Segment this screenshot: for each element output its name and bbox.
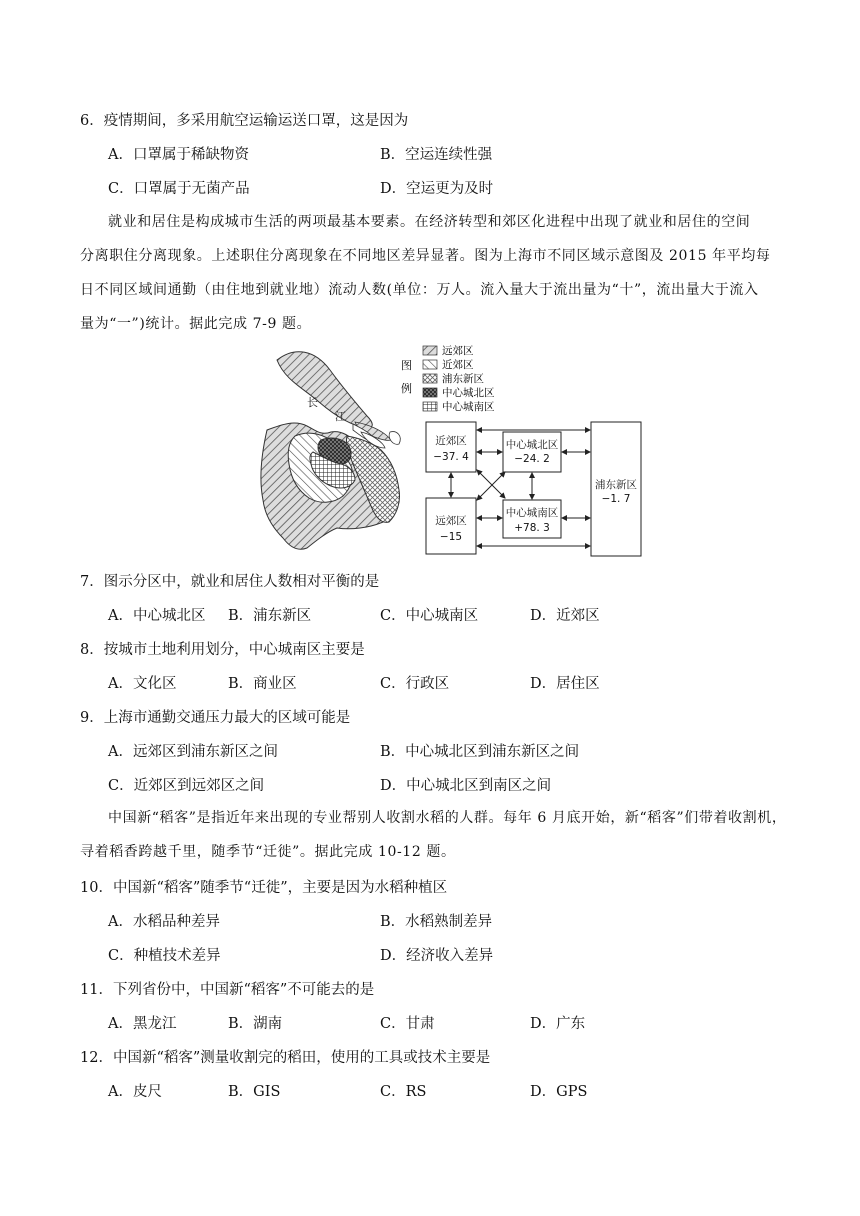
passage-commute bbox=[80, 205, 780, 341]
q7-option-b: B．浦东新区 bbox=[228, 608, 312, 624]
q12-option-b: B．GIS bbox=[228, 1084, 281, 1100]
legend-label: 中心城南区 bbox=[442, 401, 495, 413]
box-south-value: +78. 3 bbox=[514, 522, 550, 534]
shanghai-commute-figure bbox=[255, 340, 645, 562]
legend-swatch-outer bbox=[423, 346, 437, 355]
box-outer-name: 远郊区 bbox=[435, 515, 467, 527]
q6-option-a: A．口罩属于稀缺物资 bbox=[108, 147, 249, 163]
box-near-name: 近郊区 bbox=[435, 435, 467, 447]
q7-option-c: C．中心城南区 bbox=[380, 608, 479, 624]
passage-line: 分离职住分离现象。上述职住分离现象在不同地区差异显著。图为上海市不同区域示意图及 2015 年平均每 bbox=[80, 248, 771, 264]
q11-option-d: D．广东 bbox=[530, 1016, 586, 1032]
box-outer-value: −15 bbox=[439, 531, 463, 543]
legend-swatch-near bbox=[423, 360, 437, 369]
flow-arrow bbox=[477, 472, 505, 500]
chongming-island bbox=[277, 352, 372, 428]
box-near-suburbs bbox=[426, 422, 476, 472]
legend-title-1: 图 bbox=[401, 359, 412, 372]
q9-option-b: B．中心城北区到浦东新区之间 bbox=[380, 744, 580, 760]
river-label-1: 长 bbox=[307, 396, 318, 409]
question-9-stem: 9．上海市通勤交通压力最大的区域可能是 bbox=[80, 710, 351, 726]
q8-option-d: D．居住区 bbox=[530, 676, 600, 692]
legend-label: 浦东新区 bbox=[442, 373, 484, 385]
q6-option-d: D．空运更为及时 bbox=[380, 181, 494, 197]
box-south-name: 中心城南区 bbox=[505, 507, 559, 519]
q10-option-d: D．经济收入差异 bbox=[380, 948, 494, 964]
box-pudong-name: 浦东新区 bbox=[595, 479, 637, 491]
box-pudong-value: −1. 7 bbox=[601, 493, 631, 505]
q11-option-a: A．黑龙江 bbox=[108, 1016, 177, 1032]
legend-label: 中心城北区 bbox=[442, 387, 495, 399]
q7-option-a: A．中心城北区 bbox=[108, 608, 206, 624]
box-near-value: −37. 4 bbox=[433, 451, 469, 463]
q8-option-b: B．商业区 bbox=[228, 676, 297, 692]
box-central-north bbox=[503, 432, 561, 472]
passage-line: 日不同区域间通勤（由住地到就业地）流动人数(单位：万人。流入量大于流出量为“十”，流出量大于流入 bbox=[80, 282, 759, 298]
q12-option-d: D．GPS bbox=[530, 1084, 588, 1100]
box-north-value: −24. 2 bbox=[514, 453, 550, 465]
legend-swatch-north bbox=[423, 388, 437, 397]
question-12-stem: 12．中国新“稻客”测量收割完的稻田，使用的工具或技术主要是 bbox=[80, 1050, 491, 1066]
question-7-stem: 7．图示分区中，就业和居住人数相对平衡的是 bbox=[80, 574, 380, 590]
river-label-2: 江 bbox=[335, 410, 346, 423]
q11-option-b: B．湖南 bbox=[228, 1016, 283, 1032]
legend-label: 远郊区 bbox=[442, 345, 474, 357]
q10-option-b: B．水稻熟制差异 bbox=[380, 914, 493, 930]
q7-option-d: D．近郊区 bbox=[530, 608, 600, 624]
box-north-name: 中心城北区 bbox=[505, 439, 559, 451]
q6-option-b: B．空运连续性强 bbox=[380, 147, 493, 163]
q10-option-c: C．种植技术差异 bbox=[108, 948, 221, 964]
q9-option-a: A．远郊区到浦东新区之间 bbox=[108, 744, 278, 760]
q6-option-c: C．口罩属于无菌产品 bbox=[108, 181, 250, 197]
question-6-stem: 6．疫情期间，多采用航空运输运送口罩，这是因为 bbox=[80, 113, 409, 129]
passage-line: 中国新“稻客”是指近年来出现的专业帮别人收割水稻的人群。每年 6 月底开始，新“稻客”们带着收割机， bbox=[108, 810, 787, 826]
legend-swatch-south bbox=[423, 402, 437, 411]
passage-line: 就业和居住是构成城市生活的两项最基本要素。在经济转型和郊区化进程中出现了就业和居住的空间 bbox=[108, 214, 751, 230]
q8-option-c: C．行政区 bbox=[380, 676, 450, 692]
legend-title-2: 例 bbox=[401, 382, 412, 395]
shanghai-map bbox=[261, 352, 400, 550]
q12-option-c: C．RS bbox=[380, 1084, 427, 1100]
legend-label: 近郊区 bbox=[442, 359, 474, 371]
question-8-stem: 8．按城市土地利用划分，中心城南区主要是 bbox=[80, 642, 365, 658]
island-small bbox=[389, 432, 400, 445]
flow-arrow bbox=[477, 470, 505, 498]
q10-option-a: A．水稻品种差异 bbox=[108, 914, 220, 930]
q11-option-c: C．甘肃 bbox=[380, 1016, 435, 1032]
q12-option-a: A．皮尺 bbox=[108, 1084, 162, 1100]
passage-rice-harvesters bbox=[80, 801, 787, 869]
legend bbox=[401, 345, 495, 413]
q9-option-c: C．近郊区到远郊区之间 bbox=[108, 778, 265, 794]
question-10-stem: 10．中国新“稻客”随季节“迁徙”，主要是因为水稻种植区 bbox=[80, 880, 448, 896]
passage-line: 量为“一”)统计。据此完成 7-9 题。 bbox=[80, 316, 312, 332]
question-11-stem: 11．下列省份中，中国新“稻客”不可能去的是 bbox=[80, 982, 375, 998]
legend-swatch-pudong bbox=[423, 374, 437, 383]
passage-line: 寻着稻香跨越千里，随季节“迁徙”。据此完成 10-12 题。 bbox=[80, 844, 456, 860]
q9-option-d: D．中心城北区到南区之间 bbox=[380, 778, 552, 794]
q8-option-a: A．文化区 bbox=[108, 676, 177, 692]
